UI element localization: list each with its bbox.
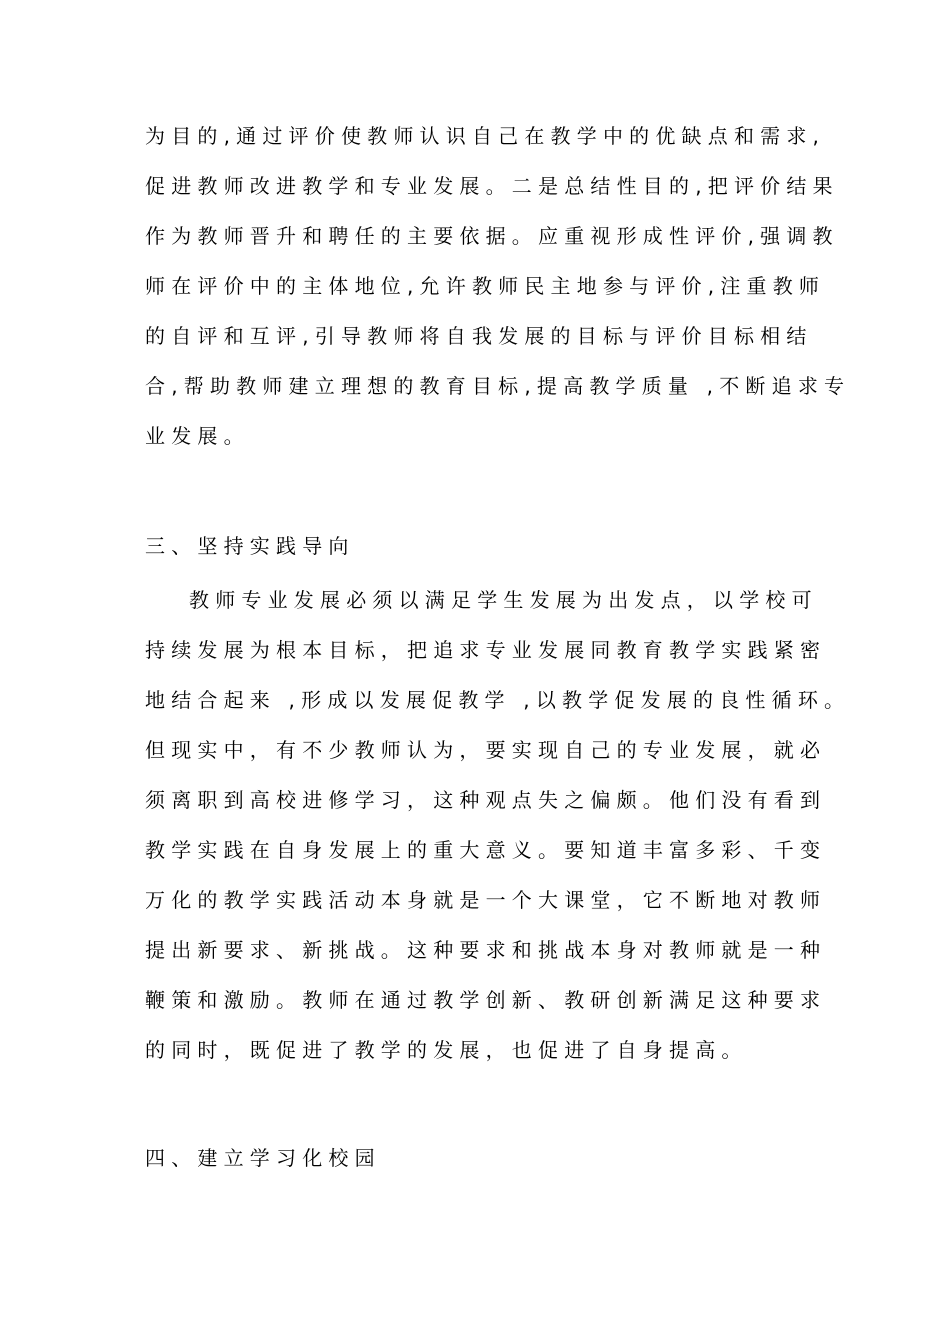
paragraph-2-line-10: 的同时，既促进了教学的发展，也促进了自身提高。 (145, 1038, 748, 1062)
section-heading-3: 三、坚持实践导向 (145, 534, 355, 558)
section-heading-4: 四、建立学习化校园 (145, 1146, 381, 1170)
paragraph-2-line-3: 地结合起来 ,形成以发展促教学 ,以教学促发展的良性循环。 (145, 688, 851, 712)
paragraph-2-line-6: 教学实践在自身发展上的重大意义。要知道丰富多彩、千变 (145, 838, 827, 862)
paragraph-1-line-2: 促进教师改进教学和专业发展。二是总结性目的,把评价结果 (145, 174, 839, 198)
paragraph-1-line-3: 作为教师晋升和聘任的主要依据。应重视形成性评价,强调教 (145, 224, 839, 248)
paragraph-2-line-8: 提出新要求、新挑战。这种要求和挑战本身对教师就是一种 (145, 938, 827, 962)
paragraph-2-line-2: 持续发展为根本目标，把追求专业发展同教育教学实践紧密 (145, 638, 827, 662)
paragraph-1-line-1: 为目的,通过评价使教师认识自己在教学中的优缺点和需求, (145, 124, 826, 148)
paragraph-1-line-5: 的自评和互评,引导教师将自我发展的目标与评价目标相结 (145, 324, 813, 348)
paragraph-1-line-6: 合,帮助教师建立理想的教育目标,提高教学质量 ,不断追求专 (145, 374, 851, 398)
paragraph-1-line-7: 业发展。 (145, 424, 250, 448)
paragraph-2-line-5: 须离职到高校进修学习，这种观点失之偏颇。他们没有看到 (145, 788, 827, 812)
paragraph-2-line-7: 万化的教学实践活动本身就是一个大课堂，它不断地对教师 (145, 888, 827, 912)
paragraph-1-line-4: 师在评价中的主体地位,允许教师民主地参与评价,注重教师 (145, 274, 826, 298)
paragraph-2-line-4: 但现实中，有不少教师认为，要实现自己的专业发展，就必 (145, 738, 827, 762)
paragraph-2-line-9: 鞭策和激励。教师在通过教学创新、教研创新满足这种要求 (145, 988, 827, 1012)
paragraph-2-line-1: 教师专业发展必须以满足学生发展为出发点，以学校可 (189, 588, 818, 612)
